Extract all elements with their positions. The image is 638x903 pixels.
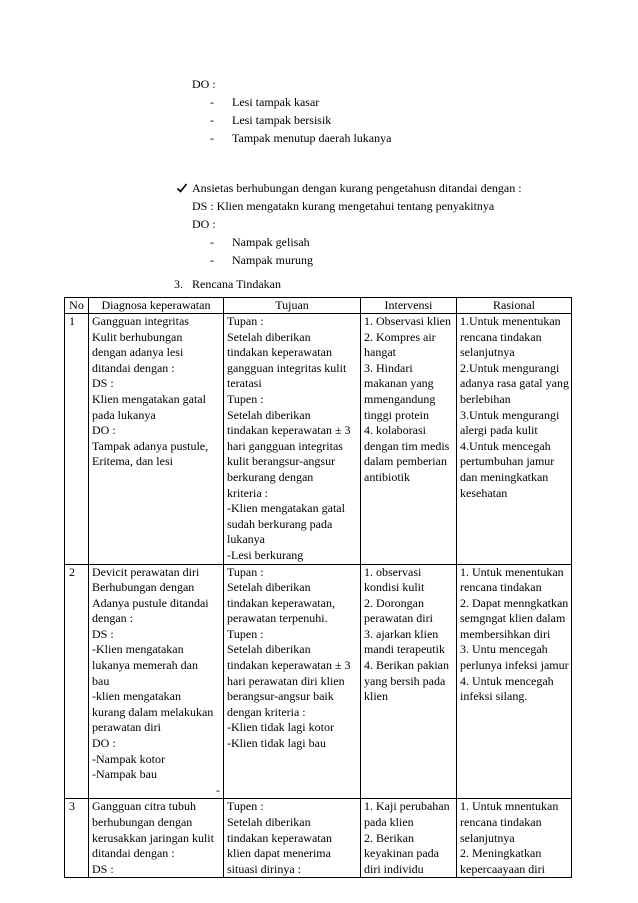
- tujuan-line: kriteria :: [227, 485, 268, 500]
- rasional-line: rencana tindakan: [460, 580, 542, 595]
- intervensi-line: 3. ajarkan klien: [364, 626, 439, 641]
- rasional-line: 1.Untuk menentukan: [460, 314, 561, 328]
- diagnosa-line: kurang dalam melakukan: [92, 704, 214, 719]
- do-item: - Lesi tampak kasar: [210, 95, 320, 109]
- intervensi-line: 2. Kompres air: [364, 329, 436, 344]
- rasional-line: semgngat klien dalam: [460, 611, 566, 626]
- diagnosa-line: Tampak adanya pustule,: [92, 438, 209, 453]
- rasional-line: pertumbuhan jamur: [460, 454, 555, 469]
- diagnosa-line: lukanya memerah dan: [92, 658, 198, 673]
- tujuan-line: hari gangguan integritas: [227, 438, 343, 453]
- tujuan-line: tindakan keperawatan: [227, 345, 332, 360]
- header-diagnosa: Diagnosa keperawatan: [89, 298, 224, 314]
- cell-rasional: [457, 314, 572, 565]
- intervensi-line: 2. Dorongan: [364, 595, 424, 610]
- care-plan-table: [64, 297, 572, 878]
- rasional-line: 2. Dapat menngkatkan: [460, 595, 569, 610]
- do2-label: DO :: [192, 217, 216, 231]
- rasional-line: 3. Untu mencegah: [460, 642, 548, 657]
- rasional-line: perlunya infeksi jamur: [460, 658, 569, 673]
- intervensi-line: mandi terapeutik: [364, 642, 445, 657]
- tujuan-line: Setelah diberikan: [227, 815, 311, 829]
- intervensi-line: keyakinan pada: [364, 846, 439, 861]
- diagnosa-line: pada lukanya: [92, 407, 156, 422]
- cell-intervensi: [361, 799, 457, 878]
- diagnosa-line: DS :: [92, 626, 114, 641]
- tujuan-line: situasi dirinya :: [227, 861, 301, 876]
- header-tujuan: Tujuan: [224, 298, 361, 314]
- table-row: [65, 799, 572, 878]
- intervensi-line: dengan tim medis: [364, 438, 450, 453]
- cell-diagnosa: [89, 799, 224, 878]
- intervensi-line: mmengandung: [364, 391, 436, 406]
- tujuan-line: berangsur-angsur baik: [227, 689, 334, 704]
- diagnosa-line: berhubungan dengan: [92, 815, 193, 829]
- tujuan-line: perawatan terpenuhi.: [227, 611, 328, 626]
- rasional-line: selanjutnya: [460, 345, 515, 360]
- rasional-line: adanya rasa gatal yang: [460, 376, 569, 391]
- diagnosa-line: dengan adanya lesi: [92, 345, 184, 360]
- intervensi-line: hangat: [364, 345, 396, 360]
- diagnosa-line: -Nampak bau: [92, 767, 157, 782]
- tujuan-line: Setelah diberikan: [227, 407, 311, 422]
- tujuan-line: lukanya: [227, 532, 265, 547]
- anxiety-diagnosis: Ansietas berhubungan dengan kurang pengetahusn ditandai dengan :: [192, 181, 522, 195]
- section-heading: [174, 275, 281, 293]
- diagnosa-line: Kulit berhubungan: [92, 329, 183, 344]
- rasional-line: membersihkan diri: [460, 626, 551, 641]
- cell-rasional: [457, 564, 572, 799]
- header-intervensi: Intervensi: [361, 298, 457, 314]
- diagnosa-tail: -: [216, 782, 220, 797]
- table-header-row: [65, 298, 572, 314]
- tujuan-line: -Lesi berkurang: [227, 547, 304, 562]
- rasional-line: alergi pada kulit: [460, 423, 538, 438]
- diagnosa-line: bau: [92, 673, 110, 688]
- intervensi-line: pada klien: [364, 815, 414, 829]
- cell-diagnosa: [89, 314, 224, 565]
- ds-statement: DS : Klien mengatakn kurang mengetahui tentang penyakitnya: [192, 199, 495, 213]
- rasional-line: rencana tindakan: [460, 329, 542, 344]
- diagnosa-line: -klien mengatakan: [92, 689, 181, 704]
- do2-item: - Nampak gelisah: [210, 235, 310, 249]
- tujuan-line: -Klien tidak lagi bau: [227, 736, 326, 751]
- diagnosa-line: ditandai dengan :: [92, 360, 175, 375]
- do-item: - Lesi tampak bersisik: [210, 113, 332, 127]
- tujuan-line: berkurang dengan: [227, 469, 314, 484]
- intervensi-line: 1. Kaji perubahan: [364, 799, 450, 814]
- table-row: [65, 314, 572, 565]
- tujuan-line: hari perawatan diri klien: [227, 673, 345, 688]
- diagnosa-line: Klien mengatakan gatal: [92, 391, 206, 406]
- tujuan-line: dengan kriteria :: [227, 704, 306, 719]
- rasional-line: selanjutnya: [460, 830, 515, 845]
- diagnosa-line: perawatan diri: [92, 720, 161, 735]
- intervensi-line: 2. Berikan: [364, 830, 414, 845]
- table-row: [65, 564, 572, 799]
- tujuan-line: sudah berkurang pada: [227, 516, 333, 531]
- tujuan-line: Setelah diberikan: [227, 642, 311, 657]
- rasional-line: kesehatan: [460, 485, 508, 500]
- cell-rasional: [457, 799, 572, 878]
- rasional-line: kepercaayaan diri: [460, 861, 545, 876]
- cell-intervensi: [361, 564, 457, 799]
- intervensi-line: makanan yang: [364, 376, 434, 391]
- rasional-line: 1. Untuk menentukan: [460, 564, 564, 579]
- rasional-line: infeksi silang.: [460, 689, 528, 704]
- do-label: DO :: [192, 77, 216, 91]
- do-item: - Tampak menutup daerah lukanya: [210, 131, 392, 145]
- tujuan-line: tindakan keperawatan,: [227, 595, 335, 610]
- tujuan-line: Tupen :: [227, 626, 264, 641]
- section-number: 3.: [174, 277, 183, 291]
- row-number: 1: [65, 314, 89, 565]
- tujuan-line: Tupen :: [227, 799, 264, 814]
- diagnosa-line: Berhubungan dengan: [92, 580, 195, 595]
- tujuan-line: Tupan :: [227, 314, 264, 328]
- cell-tujuan: [224, 799, 361, 878]
- intervensi-line: 3. Hindari: [364, 360, 413, 375]
- tujuan-line: tindakan keperawatan ± 3: [227, 423, 351, 438]
- tujuan-line: Setelah diberikan: [227, 580, 311, 595]
- intervensi-line: 4. Berikan pakian: [364, 658, 449, 673]
- rasional-line: 4. Untuk mencegah: [460, 673, 554, 688]
- tujuan-line: gangguan integritas kulit: [227, 360, 347, 375]
- intervensi-line: tinggi protein: [364, 407, 429, 422]
- tujuan-line: teratasi: [227, 376, 262, 391]
- tujuan-line: Tupan :: [227, 564, 264, 579]
- diagnosa-line: Adanya pustule ditandai: [92, 595, 209, 610]
- row-number: 2: [65, 564, 89, 799]
- rasional-line: 2.Untuk mengurangi: [460, 360, 560, 375]
- diagnosa-line: DS :: [92, 376, 114, 391]
- rasional-line: 2. Meningkatkan: [460, 846, 542, 861]
- rasional-line: 4.Untuk mencegah: [460, 438, 551, 453]
- intervensi-line: antibiotik: [364, 469, 410, 484]
- tujuan-line: -Klien tidak lagi kotor: [227, 720, 334, 735]
- diagnosa-line: DO :: [92, 736, 116, 751]
- tujuan-line: tindakan keperawatan ± 3: [227, 658, 351, 673]
- diagnosa-line: Gangguan integritas: [92, 314, 189, 328]
- tujuan-line: -Klien mengatakan gatal: [227, 501, 345, 516]
- rasional-line: dan meningkatkan: [460, 469, 549, 484]
- rasional-line: 1. Untuk mnentukan: [460, 799, 559, 814]
- header-rasional: Rasional: [457, 298, 572, 314]
- cell-intervensi: [361, 314, 457, 565]
- intervensi-line: 1. Observasi klien: [364, 314, 451, 328]
- section-title: Rencana Tindakan: [192, 277, 281, 291]
- tujuan-line: tindakan keperawatan: [227, 830, 332, 845]
- intervensi-line: kondisi kulit: [364, 580, 425, 595]
- do2-item: - Nampak murung: [210, 253, 313, 267]
- diagnosa-line: DS :: [92, 861, 114, 876]
- rasional-line: rencana tindakan: [460, 815, 542, 829]
- tujuan-line: klien dapat menerima: [227, 846, 331, 861]
- diagnosa-line: ditandai dengan :: [92, 846, 175, 861]
- intervensi-line: diri individu: [364, 861, 424, 876]
- diagnosa-line: -Nampak kotor: [92, 751, 165, 766]
- diagnosa-line: Gangguan citra tubuh: [92, 799, 196, 814]
- tujuan-line: Setelah diberikan: [227, 329, 311, 344]
- check-icon: [176, 181, 188, 199]
- diagnosa-line: -Klien mengatakan: [92, 642, 184, 657]
- header-no: No: [65, 298, 89, 314]
- tujuan-line: Tupen :: [227, 391, 264, 406]
- cell-tujuan: [224, 314, 361, 565]
- intervensi-line: yang bersih pada: [364, 673, 446, 688]
- rasional-line: berlebihan: [460, 391, 511, 406]
- intervensi-line: klien: [364, 689, 388, 704]
- intervensi-line: 1. observasi: [364, 564, 422, 579]
- diagnosa-line: DO :: [92, 423, 116, 438]
- diagnosa-line: kerusakkan jaringan kulit: [92, 830, 214, 845]
- row-number: 3: [65, 799, 89, 878]
- intervensi-line: perawatan diri: [364, 611, 433, 626]
- cell-tujuan: [224, 564, 361, 799]
- intervensi-line: dalam pemberian: [364, 454, 447, 469]
- diagnosa-line: Devicit perawatan diri: [92, 564, 200, 579]
- diagnosa-line: dengan :: [92, 611, 133, 626]
- intervensi-line: 4. kolaborasi: [364, 423, 426, 438]
- rasional-line: 3.Untuk mengurangi: [460, 407, 560, 422]
- diagnosa-line: Eritema, dan lesi: [92, 454, 173, 469]
- tujuan-line: kulit berangsur-angsur: [227, 454, 336, 469]
- cell-diagnosa: [89, 564, 224, 799]
